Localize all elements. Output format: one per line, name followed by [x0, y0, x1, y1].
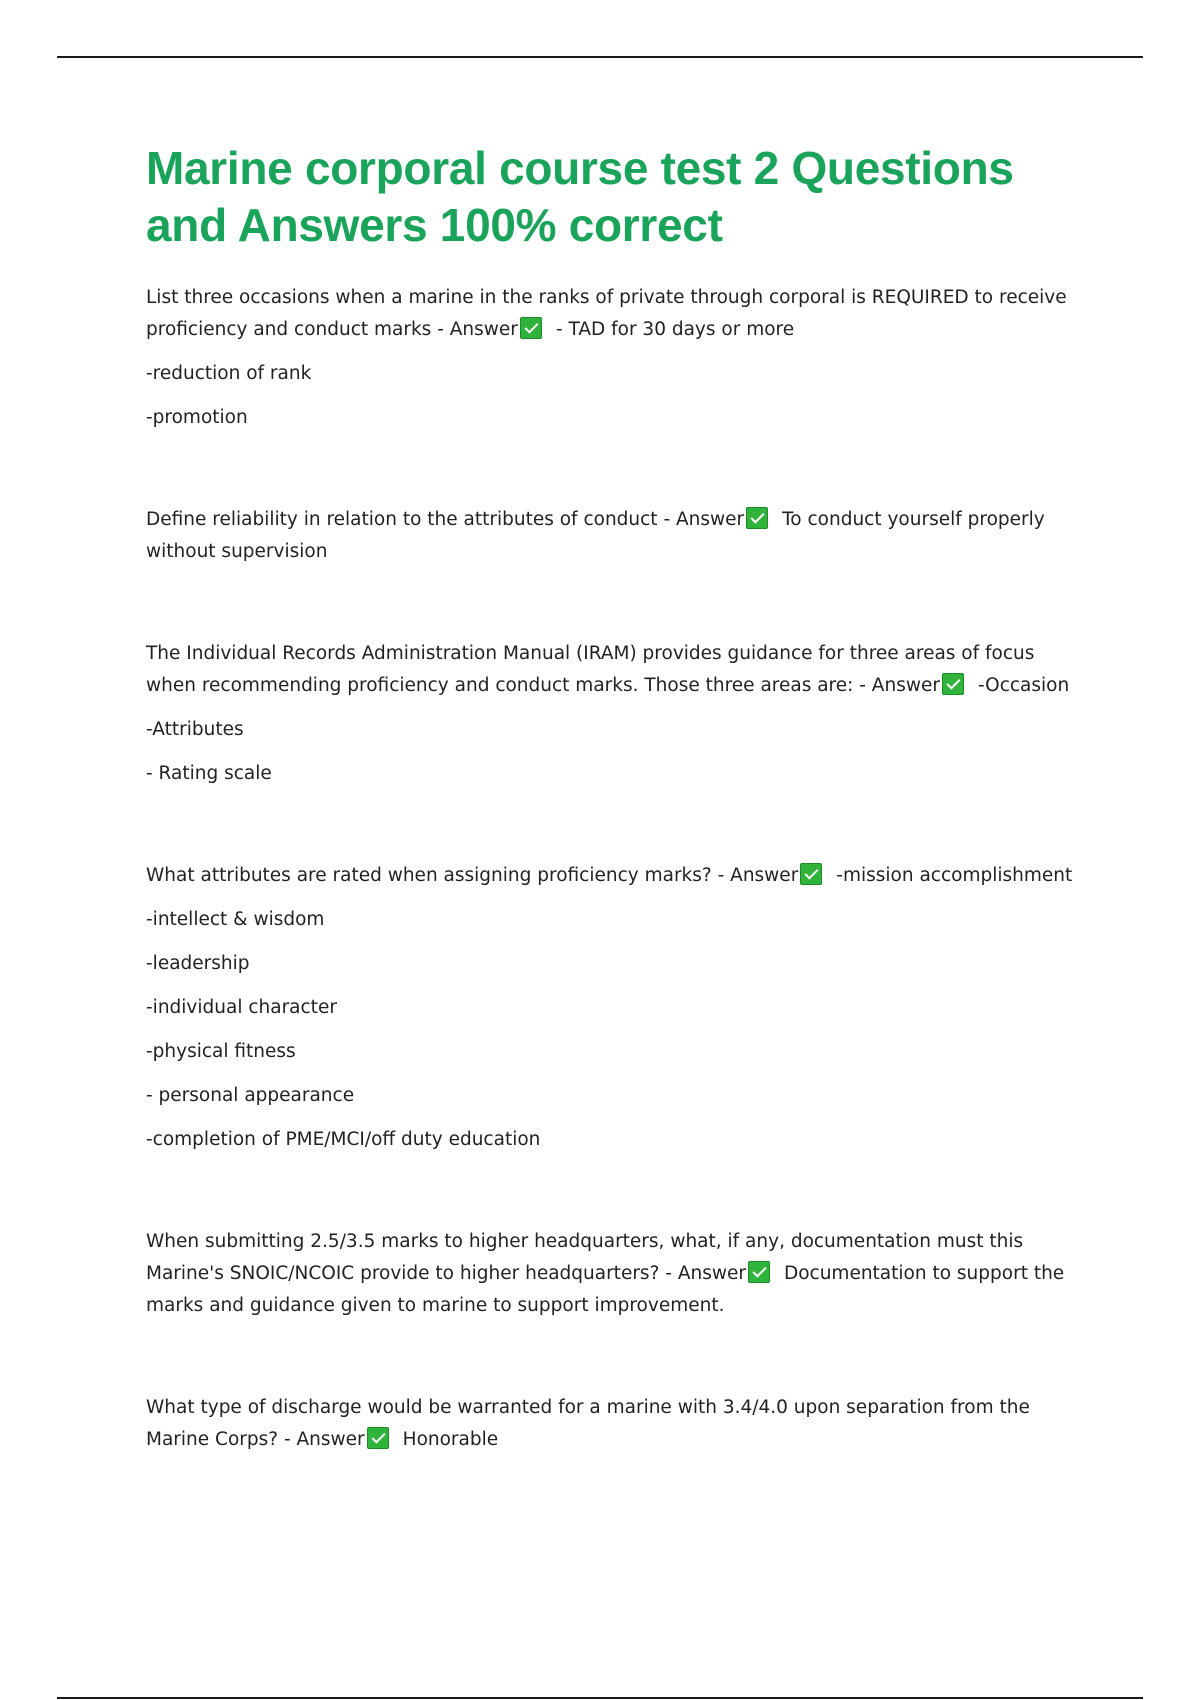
question-text: Define reliability in relation to the attributes of conduct - Answer To conduct yourself properly without supervision [146, 509, 1045, 562]
answer-line: - personal appearance [146, 1085, 355, 1106]
answer-line: -leadership [146, 953, 250, 974]
answer-text: -Occasion [977, 675, 1070, 696]
bottom-rule [57, 1697, 1143, 1699]
answer-line: -individual character [146, 997, 337, 1018]
question-text: List three occasions when a marine in the ranks of private through corporal is REQUIRED to receive proficiency and conduct marks - Answer - TAD for 30 days or more [146, 287, 1067, 340]
answer-line: -Attributes [146, 719, 244, 740]
qa-item [146, 638, 1086, 790]
question-text: What attributes are rated when assigning proficiency marks? - Answer -mission accomplishment [146, 865, 1073, 886]
qa-list [146, 282, 1086, 1456]
document-body [146, 140, 1086, 1456]
question-text: The Individual Records Administration Manual (IRAM) provides guidance for three areas of focus when recommending proficiency and conduct marks. Those three areas are: - Answer -Occasion [146, 643, 1070, 696]
answer-text: To conduct yourself properly without supervision [146, 509, 1045, 562]
qa-item [146, 1226, 1086, 1322]
answer-line: -completion of PME/MCI/off duty education [146, 1129, 541, 1150]
checkmark-icon [746, 507, 768, 529]
qa-item [146, 504, 1086, 568]
checkmark-icon [748, 1261, 770, 1283]
answer-line: -reduction of rank [146, 363, 312, 384]
top-rule [57, 56, 1143, 58]
question-text: When submitting 2.5/3.5 marks to higher headquarters, what, if any, documentation must this Marine's SNOIC/NCOIC provide to higher headquarters? - Answer Documentation to support the marks and guidance given to marine to support improvement. [146, 1231, 1065, 1316]
document-title: Marine corporal course test 2 Questions and Answers 100% correct [146, 142, 1014, 251]
checkmark-icon [800, 863, 822, 885]
answer-text: Honorable [402, 1429, 499, 1450]
checkmark-icon [520, 317, 542, 339]
answer-line: -promotion [146, 407, 248, 428]
checkmark-icon [942, 673, 964, 695]
qa-item [146, 860, 1086, 1156]
answer-text: Documentation to support the marks and guidance given to marine to support improvement. [146, 1263, 1065, 1316]
answer-text: -mission accomplishment [836, 865, 1073, 886]
checkmark-icon [367, 1427, 389, 1449]
answer-line: -intellect & wisdom [146, 909, 325, 930]
qa-item [146, 282, 1086, 434]
answer-text: - TAD for 30 days or more [555, 319, 795, 340]
answer-line: - Rating scale [146, 763, 272, 784]
question-text: What type of discharge would be warranted for a marine with 3.4/4.0 upon separation from the Marine Corps? - Answer Honorable [146, 1397, 1030, 1450]
qa-item [146, 1392, 1086, 1456]
answer-line: -physical fitness [146, 1041, 296, 1062]
